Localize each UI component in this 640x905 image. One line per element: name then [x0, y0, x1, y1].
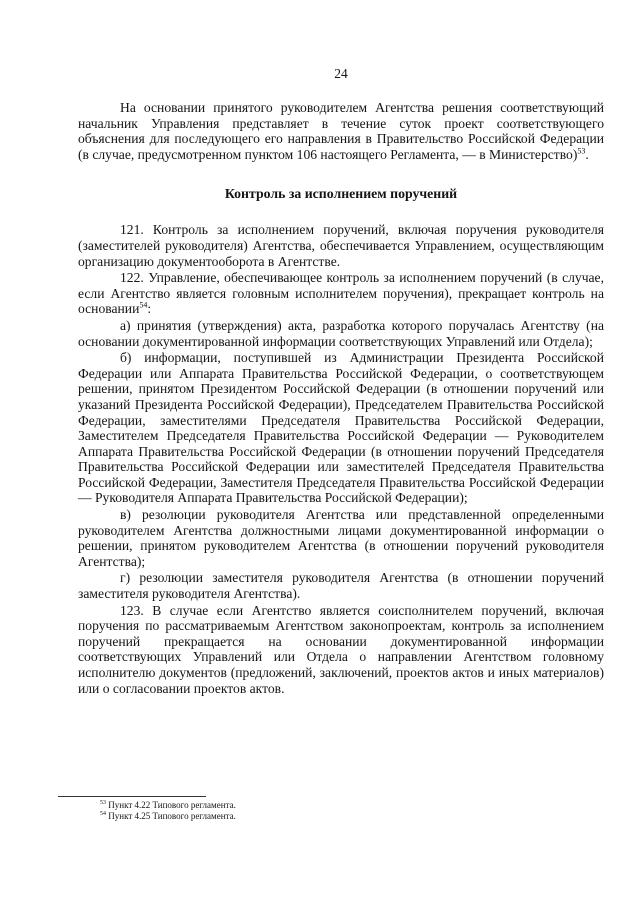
paragraph-123: 123. В случае если Агентство является соисполнителем поручений, включая поручения по рассматриваемым Агентством законопроектам, контроль за исполнением поручений прекращается на основании документированной информации соответствующих Управлений или Отдела о направлении Агентством головному исполнителю документов (предложений, заключений, проектов актов и иных материалов) или о согласовании проектов актов. — [78, 602, 604, 696]
footnote-ref-54: 54 — [139, 300, 148, 310]
footnote-ref-53: 53 — [577, 146, 586, 156]
intro-text: На основании принятого руководителем Агентства решения соответствующий начальник Управления представляет в течение суток проект соответствующего объяснения для последующего его направления в Правительство Российской Федерации (в случае, предусмотренном пунктом 106 настоящего Регламента, — в Министерство) — [78, 100, 604, 162]
paragraph-122-end: : — [147, 301, 152, 317]
paragraph-122 — [78, 270, 604, 317]
paragraph-122-text: 122. Управление, обеспечивающее контроль за исполнением поручений (в случае, если Агентство является головным исполнителем поручения), прекращает контроль на основании — [78, 270, 604, 317]
footnote-text: Пункт 4.25 Типового регламента. — [106, 811, 236, 821]
section-heading: Контроль за исполнением поручений — [224, 186, 458, 202]
subparagraph-g: г) резолюции заместителя руководителя Агентства (в отношении поручений заместителя руководителя Агентства). — [78, 570, 604, 602]
footnote-number: 54 — [100, 811, 106, 817]
footnote-53 — [58, 800, 598, 811]
subparagraph-b: б) информации, поступившей из Администрации Президента Российской Федерации или Аппарата Правительства Российской Федерации, о соответствующем решении, принятом Президентом Российской Федерации (в отношении поручений или указаний Президента Российской Федерации), Председателем Правительства Российской Федерации, заместителями Председателя Правительства Российской Федерации, Заместителем Председателя Правительства Российской Федерации — Руководителем Аппарата Правительства Российской Федерации (в отношении поручений Председателя Правительства Российской Федерации или заместителей Председателя Правительства Российской Федерации, Заместителя Председателя Правительства Российской Федерации — Руководителя Аппарата Правительства Российской Федерации); — [78, 350, 604, 506]
footnote-number: 53 — [100, 800, 106, 806]
footnote-text: Пункт 4.22 Типового регламента. — [106, 800, 236, 810]
paragraph-121: 121. Контроль за исполнением поручений, включая поручения руководителя (заместителей руководителя) Агентства, обеспечивается Управлением, осуществляющим организацию документооборота в Агентстве. — [78, 222, 604, 269]
intro-paragraph — [78, 100, 604, 162]
subparagraph-v: в) резолюции руководителя Агентства или представленной определенными руководителем Агентства должностными лицами документированной информации о решении, принятом руководителем Агентства (в отношении поручений руководителя Агентства); — [78, 507, 604, 569]
page-number: 24 — [334, 66, 348, 81]
document-page — [78, 66, 604, 696]
footnotes — [58, 796, 598, 822]
intro-end: . — [585, 146, 589, 162]
footnote-separator — [58, 796, 206, 797]
footnote-54 — [58, 811, 598, 822]
subparagraph-a: а) принятия (утверждения) акта, разработка которого поручалась Агентству (на основании документированной информации соответствующих Управлений или Отдела); — [78, 317, 604, 349]
